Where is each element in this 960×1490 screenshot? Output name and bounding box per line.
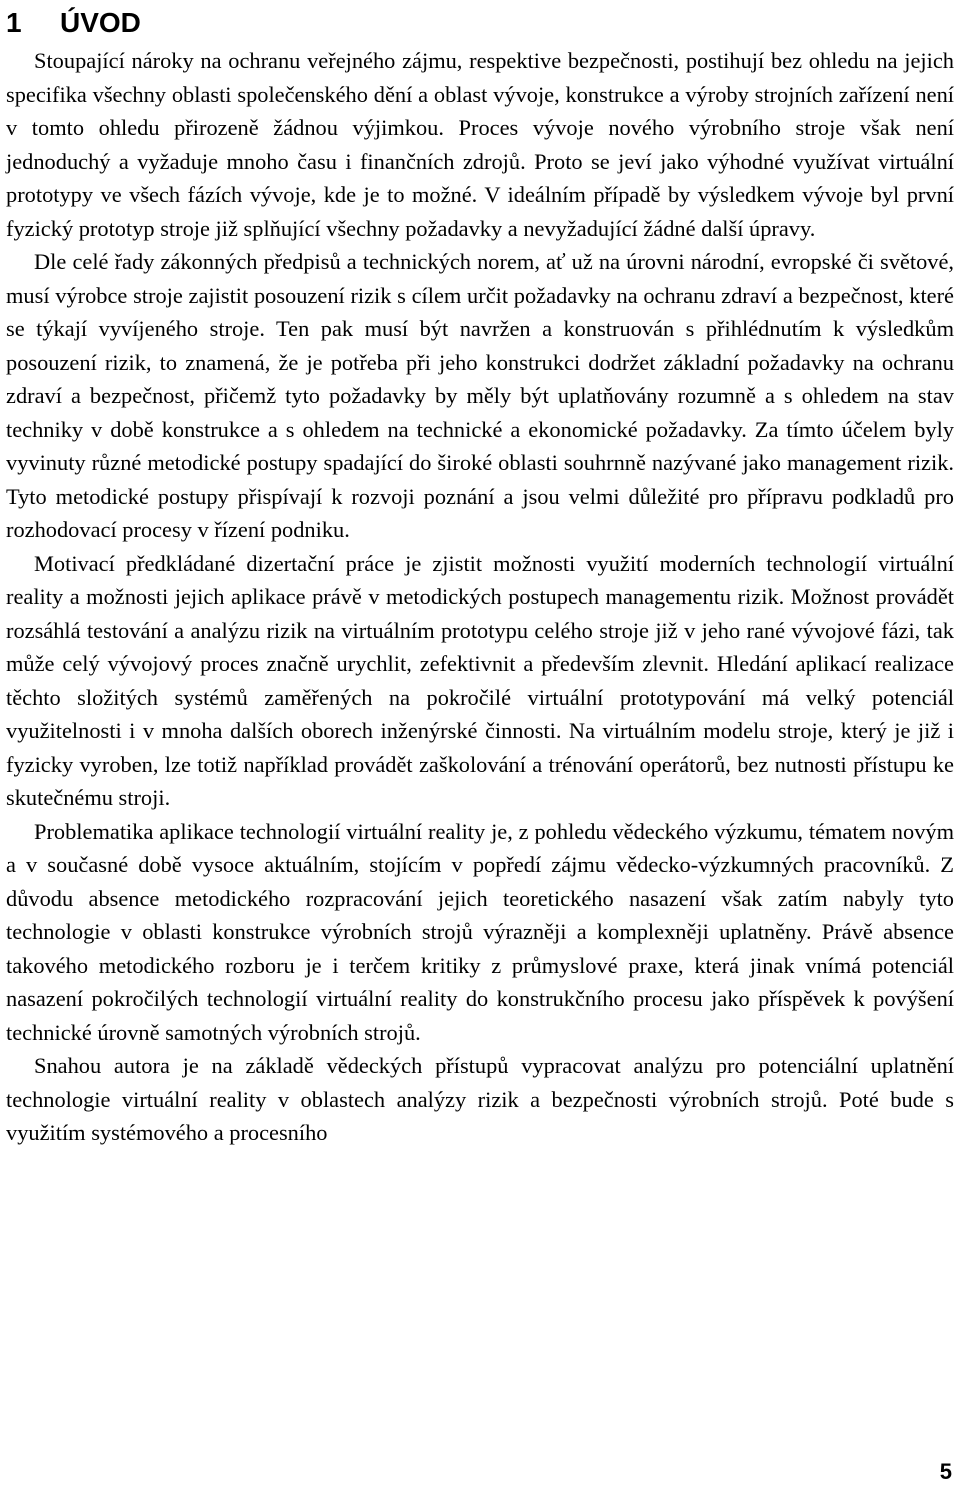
paragraph-2: Dle celé řady zákonných předpisů a technických norem, ať už na úrovni národní, evropské či světové, musí výrobce stroje zajistit posouzení rizik s cílem určit požadavky na ochranu zdraví a bezpečnost, které se týkají vyvíjeného stroje. Ten pak musí být navržen a konstruován s přihlédnutím k výsledkům posouzení rizik, to znamená, že je potřeba při jeho konstrukci dodržet základní požadavky na ochranu zdraví a bezpečnost, přičemž tyto požadavky by měly být uplatňovány rozumně a s ohledem na stav techniky v době konstrukce a s ohledem na technické a ekonomické požadavky. Za tímto účelem byly vyvinuty různé metodické postupy spadající do široké oblasti souhrnně nazývané jako management rizik. Tyto metodické postupy přispívají k rozvoji poznání a jsou velmi důležité pro přípravu podkladů pro rozhodovací procesy v řízení podniku. [6, 249, 954, 542]
page-number: 5 [939, 1459, 952, 1484]
paragraph-5: Snahou autora je na základě vědeckých přístupů vypracovat analýzu pro potenciální uplatnění technologie virtuální reality v oblastech analýzy rizik a bezpečnosti výrobních strojů. Poté bude s využitím systémového a procesního [6, 1053, 954, 1145]
paragraph-1: Stoupající nároky na ochranu veřejného zájmu, respektive bezpečnosti, postihují bez ohledu na jejich specifika všechny oblasti společenského dění a oblast vývoje, konstrukce a výroby strojních zařízení není v tomto ohledu přirozeně žádnou výjimkou. Proces vývoje nového výrobního stroje však není jednoduchý a vyžaduje mnoho času i finančních zdrojů. Proto se jeví jako výhodné využívat virtuální prototypy ve všech fázích vývoje, kde je to možné. V ideálním případě by výsledkem vývoje byl první fyzický prototyp stroje již splňující všechny požadavky a nevyžadující žádné další úpravy. [6, 48, 954, 241]
section-title: ÚVOD [60, 7, 141, 38]
document-page [6, 0, 954, 1150]
section-number: 1 [6, 7, 22, 38]
paragraph-3: Motivací předkládané dizertační práce je zjistit možnosti využití moderních technologií virtuální reality a možnosti jejich aplikace právě v metodických postupech managementu rizik. Možnost provádět rozsáhlá testování a analýzu rizik na virtuálním prototypu celého stroje již v jeho rané vývojové fázi, tak může celý vývojový proces značně urychlit, zefektivnit a především zlevnit. Hledání aplikací realizace těchto složitých systémů zaměřených na pokročilé virtuální prototypování má velký potenciál využitelnosti i v mnoha dalších oborech inženýrské činnosti. Na virtuálním modelu stroje, který je již i fyzicky vyroben, lze totiž například provádět zaškolování a trénování operátorů, bez nutnosti přístupu ke skutečnému stroji. [6, 550, 954, 810]
paragraph-4: Problematika aplikace technologií virtuální reality je, z pohledu vědeckého výzkumu, tématem novým a v současné době vysoce aktuálním, stojícím v popředí zájmu vědecko-výzkumných pracovníků. Z důvodu absence metodického rozpracování jejich teoretického nasazení však zatím nabyly tyto technologie v oblasti konstrukce výrobních strojů výrazněji a komplexněji uplatněny. Právě absence takového metodického rozboru je i terčem kritiky z průmyslové praxe, která jinak vnímá potenciál nasazení pokročilých technologií virtuální reality do konstrukčního procesu jako příspěvek k povýšení technické úrovně samotných výrobních strojů. [6, 818, 954, 1045]
section-heading [6, 0, 954, 44]
